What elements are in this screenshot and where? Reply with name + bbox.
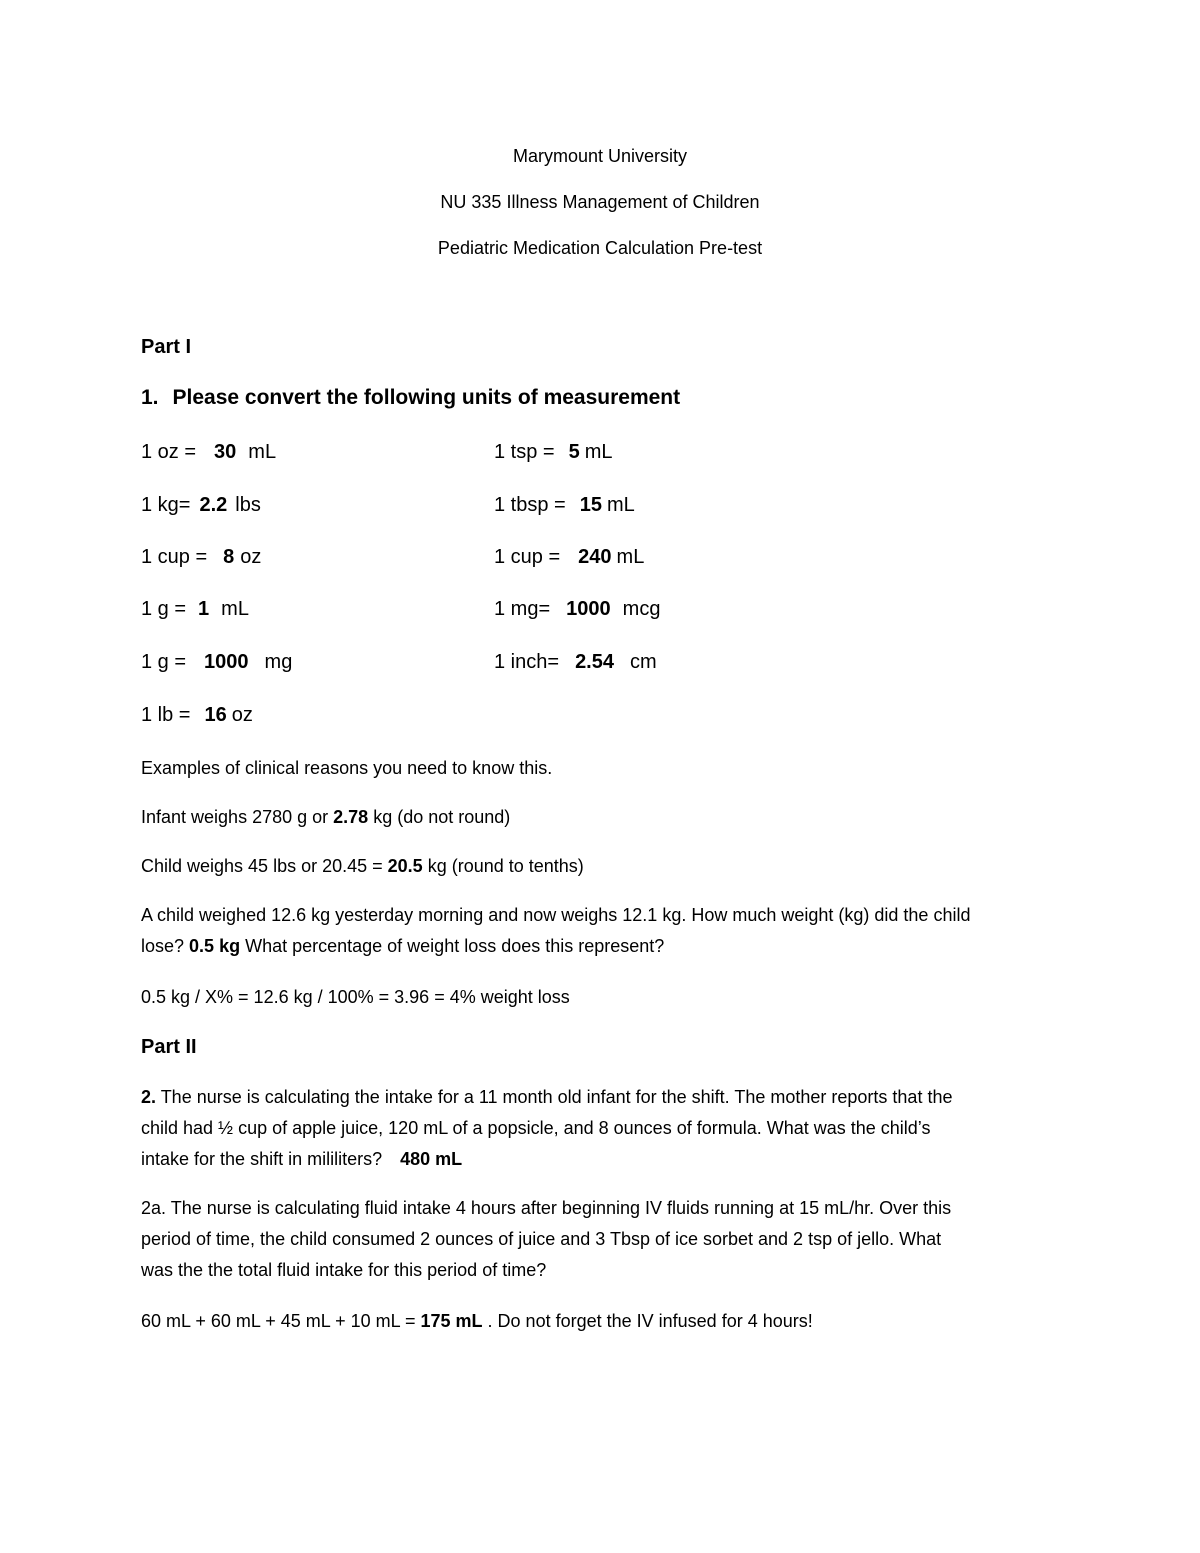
conversion-value: 1000	[204, 651, 249, 673]
conversion-unit: mL	[616, 546, 645, 568]
question-one-text: Please convert the following units of measurement	[172, 386, 681, 409]
conversion-unit: mcg	[622, 598, 661, 620]
example-weight-loss	[141, 900, 1066, 962]
example-answer: 2.78	[333, 807, 369, 827]
conversion-unit: lbs	[235, 494, 261, 516]
conversion-value: 1000	[566, 598, 611, 620]
conversion-value: 16	[204, 704, 227, 726]
conversion-value: 30	[214, 441, 237, 463]
conversion-unit: mL	[221, 598, 249, 620]
conversion-value: 240	[578, 546, 612, 568]
question-text: child had ½ cup of apple juice, 120 mL of a popsicle, and 8 ounces of formula. What was the child’s	[141, 1118, 931, 1138]
example-text: Infant weighs 2780 g or	[141, 807, 334, 827]
conversion-value: 2.54	[575, 651, 614, 673]
question-text: The nurse is calculating the intake for a 11 month old infant for the shift. The mother reports that the	[156, 1087, 953, 1107]
example-text: kg (round to tenths)	[422, 856, 584, 876]
example-text: lose?	[141, 936, 190, 956]
conversion-g-mg	[141, 650, 292, 674]
conversion-tbsp	[494, 493, 635, 517]
conversion-unit: oz	[231, 704, 253, 726]
question-two-line3	[141, 1144, 1066, 1175]
conversion-cup-oz	[141, 545, 261, 569]
question-two-a-line1	[141, 1193, 1066, 1224]
calculation-text: 60 mL + 60 mL + 45 mL + 10 mL =	[141, 1311, 421, 1331]
university-name: Marymount University	[512, 146, 688, 166]
test-title: Pediatric Medication Calculation Pre-test	[437, 238, 763, 258]
conversion-kg	[141, 493, 261, 517]
example-child-weight	[141, 855, 584, 877]
conversion-value: 5	[568, 441, 580, 463]
example-text: What percentage of weight loss does this represent?	[240, 936, 665, 956]
conversion-label: 1 lb =	[141, 704, 191, 726]
question-text: intake for the shift in mililiters?	[141, 1149, 383, 1169]
question-text: The nurse is calculating fluid intake 4 hours after beginning IV fluids running at 15 mL/hr. Over this	[166, 1198, 952, 1218]
conversion-unit: cm	[630, 651, 657, 673]
conversion-lb	[141, 703, 253, 727]
conversion-label: 1 mg=	[494, 598, 551, 620]
part-one-heading: Part I	[141, 336, 192, 358]
question-two-a-answer: 175 mL	[420, 1311, 483, 1331]
conversion-label: 1 cup =	[494, 546, 561, 568]
conversion-label: 1 g =	[141, 598, 187, 620]
question-two-a-calculation	[141, 1310, 813, 1332]
example-answer: 20.5	[387, 856, 423, 876]
conversion-unit: oz	[240, 546, 262, 568]
question-text: was the the total fluid intake for this period of time?	[141, 1260, 547, 1280]
question-two-a	[141, 1193, 1066, 1286]
question-two-a-number: 2a.	[141, 1198, 167, 1218]
calculation-note: . Do not forget the IV infused for 4 hours!	[482, 1311, 813, 1331]
conversion-tsp	[494, 440, 613, 464]
question-one-number: 1.	[141, 386, 159, 409]
conversion-unit: mL	[606, 494, 635, 516]
question-two-number: 2.	[141, 1087, 157, 1107]
part-two-heading: Part II	[141, 1036, 197, 1058]
conversion-label: 1 inch=	[494, 651, 560, 673]
conversion-g-ml	[141, 597, 249, 621]
question-two-answer: 480 mL	[400, 1149, 463, 1169]
conversion-unit: mg	[264, 651, 293, 673]
example-answer: 0.5 kg	[189, 936, 241, 956]
course-title: NU 335 Illness Management of Children	[440, 192, 760, 212]
conversion-value: 1	[198, 598, 210, 620]
question-one	[141, 387, 680, 409]
example-weight-loss-line2	[141, 931, 1066, 962]
conversion-cup-ml	[494, 545, 644, 569]
conversion-inch-cm	[494, 650, 657, 674]
conversion-value: 2.2	[199, 494, 228, 516]
example-text: Child weighs 45 lbs or 20.45 =	[141, 856, 388, 876]
conversion-label: 1 tsp =	[494, 441, 555, 463]
examples-intro: Examples of clinical reasons you need to know this.	[141, 758, 553, 778]
conversion-label: 1 g =	[141, 651, 187, 673]
example-infant-weight	[141, 806, 510, 828]
conversion-oz	[141, 440, 276, 464]
example-text: kg (do not round)	[368, 807, 511, 827]
conversion-label: 1 cup =	[141, 546, 208, 568]
question-two	[141, 1082, 1066, 1175]
question-two-line1	[141, 1082, 1066, 1113]
conversion-value: 8	[223, 546, 235, 568]
conversion-label: 1 kg=	[141, 494, 191, 516]
conversion-unit: mL	[584, 441, 613, 463]
example-weight-loss-calculation: 0.5 kg / X% = 12.6 kg / 100% = 3.96 = 4% weight loss	[141, 987, 570, 1007]
example-text: A child weighed 12.6 kg yesterday morning and now weighs 12.1 kg. How much weight (kg) did the child	[141, 905, 971, 925]
conversion-label: 1 tbsp =	[494, 494, 566, 516]
conversion-unit: mL	[248, 441, 277, 463]
question-text: period of time, the child consumed 2 ounces of juice and 3 Tbsp of ice sorbet and 2 tsp of jello. What	[141, 1229, 942, 1249]
conversion-label: 1 oz =	[141, 441, 197, 463]
conversion-mg-mcg	[494, 597, 660, 621]
conversion-value: 15	[579, 494, 602, 516]
